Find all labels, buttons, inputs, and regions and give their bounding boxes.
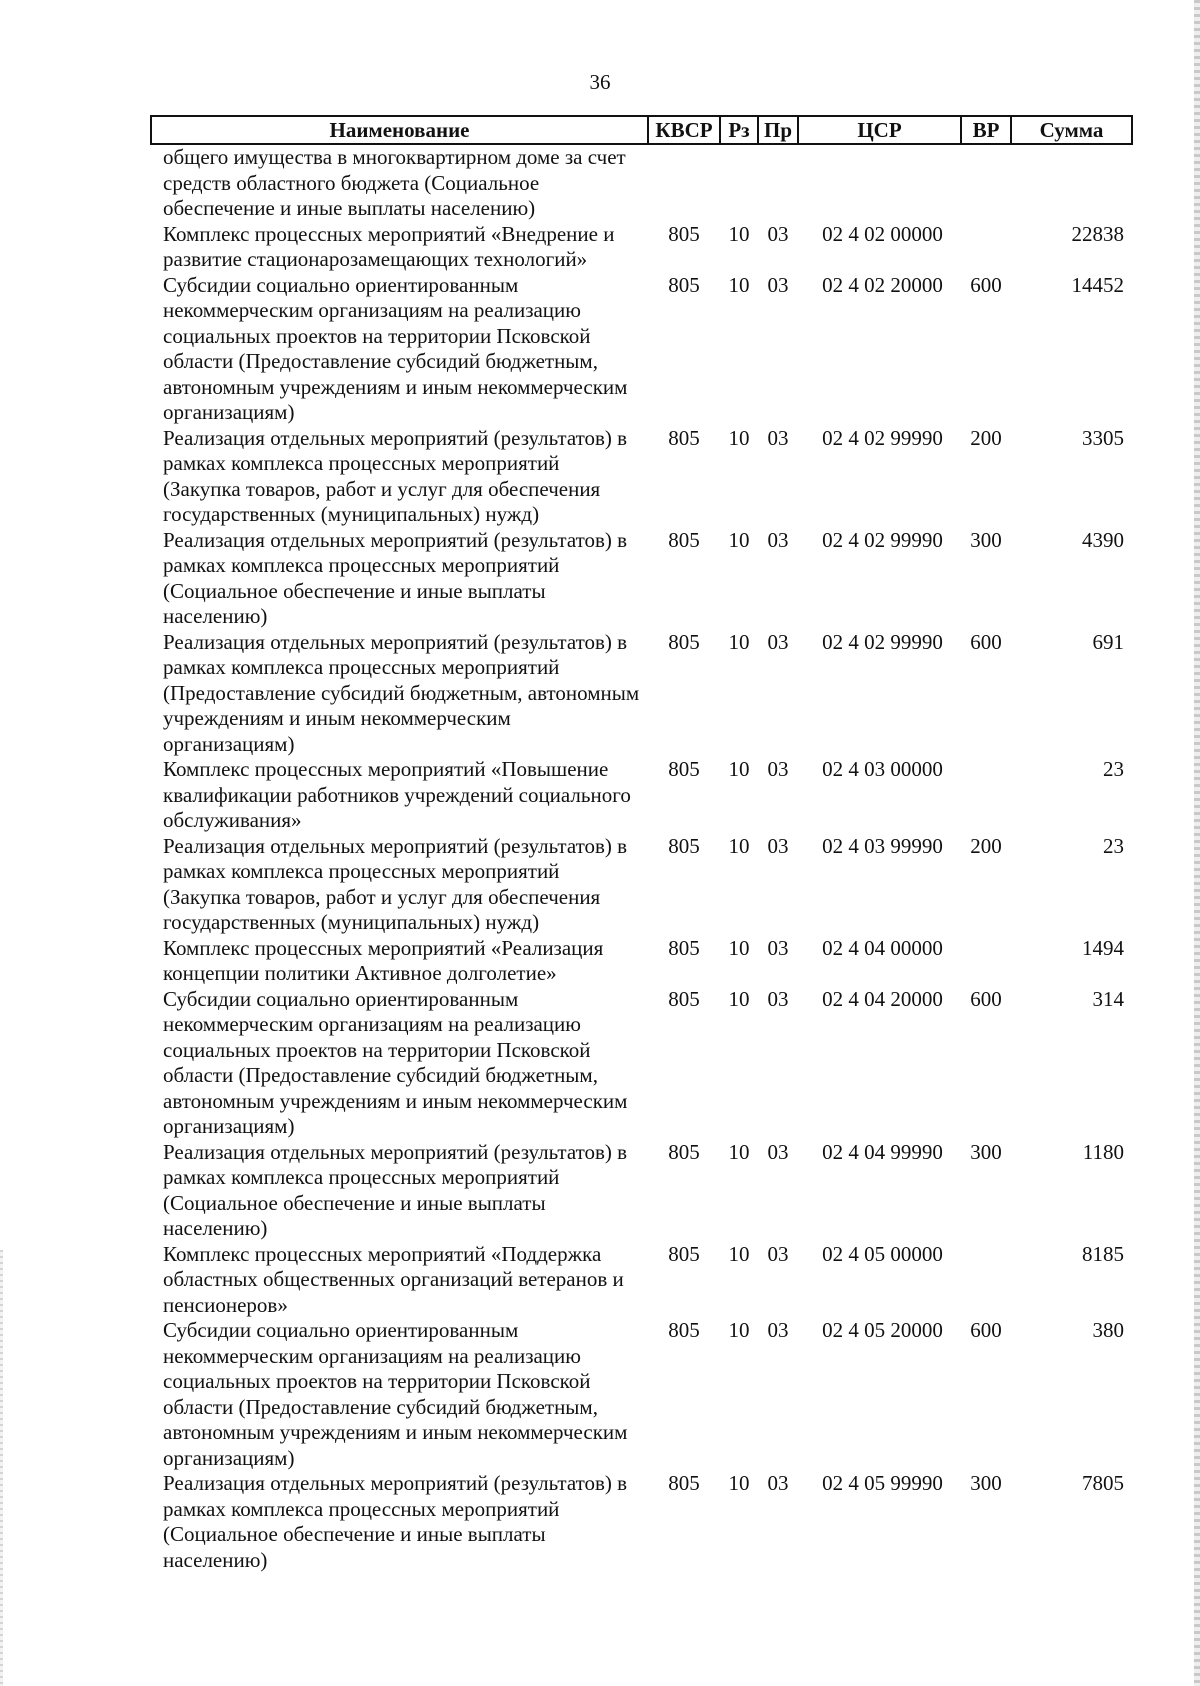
cell-csr: 02 4 02 99990 [822,629,943,654]
cell-sum: 23 [1103,757,1124,781]
cell-name: Реализация отдельных мероприятий (результатов) в рамках комплекса процессных мероприятий (Закупка товаров, работ и услуг для обеспечения государственных (муниципальных) нужд) [163,425,628,526]
cell-rz: 10 [728,425,750,450]
header-pr: Пр [758,116,798,144]
cell-kvsr: 805 [668,833,700,858]
header-sum: Сумма [1011,116,1132,144]
cell-vr: 600 [970,629,1002,654]
cell-sum: 14452 [1071,272,1124,297]
cell-sum: 314 [1092,986,1124,1011]
cell-sum: 691 [1092,629,1124,654]
cell-name: Реализация отдельных мероприятий (результатов) в рамках комплекса процессных мероприятий (Предоставление субсидий бюджетным, автономным учреждениям и иным некоммерческим организациям) [163,629,640,756]
cell-kvsr: 805 [668,1241,700,1266]
cell-rz: 10 [728,1139,750,1164]
header-kvsr: КВСР [648,116,720,144]
cell-rz: 10 [728,935,750,960]
cell-pr: 03 [767,1139,789,1164]
table-row [151,936,1132,987]
cell-vr [961,144,1011,222]
cell-csr: 02 4 02 00000 [822,221,943,246]
cell-name: Реализация отдельных мероприятий (результатов) в рамках комплекса процессных мероприятий (Социальное обеспечение и иные выплаты населению) [163,1139,628,1240]
table-row [151,630,1132,758]
cell-kvsr [648,144,720,222]
cell-pr: 03 [767,1471,789,1495]
cell-csr: 02 4 02 99990 [822,527,943,552]
cell-pr: 03 [767,757,789,781]
cell-vr [961,1242,1011,1319]
cell-pr: 03 [767,986,789,1011]
cell-vr: 300 [970,527,1002,552]
cell-rz: 10 [728,527,750,552]
cell-sum: 23 [1103,833,1124,858]
cell-csr: 02 4 03 99990 [822,833,943,858]
cell-name: Реализация отдельных мероприятий (результатов) в рамках комплекса процессных мероприятий (Социальное обеспечение и иные выплаты населению) [163,527,628,628]
cell-vr: 600 [970,986,1002,1011]
cell-pr: 03 [767,1318,789,1342]
cell-vr: 600 [970,1318,1002,1342]
cell-vr: 300 [970,1139,1002,1164]
cell-sum: 7805 [1082,1471,1124,1495]
cell-kvsr: 805 [668,1139,700,1164]
cell-kvsr: 805 [668,527,700,552]
cell-csr: 02 4 04 99990 [822,1139,943,1164]
cell-kvsr: 805 [668,935,700,960]
cell-name: общего имущества в многоквартирном доме за счет средств областного бюджета (Социальное обеспечение и иные выплаты населению) [163,145,626,220]
cell-sum: 8185 [1082,1241,1124,1266]
cell-pr: 03 [767,527,789,552]
header-vr: ВР [961,116,1011,144]
cell-kvsr: 805 [668,986,700,1011]
cell-csr: 02 4 02 99990 [822,425,943,450]
cell-name: Комплекс процессных мероприятий «Поддержка областных общественных организаций ветеранов и пенсионеров» [163,1241,624,1317]
cell-rz [720,144,758,222]
cell-pr: 03 [767,935,789,960]
cell-kvsr: 805 [668,221,700,246]
cell-sum: 4390 [1082,527,1124,552]
cell-vr [961,757,1011,834]
table-header [151,116,1132,144]
cell-sum: 1494 [1082,935,1124,960]
table-row [151,1140,1132,1242]
cell-pr: 03 [767,1241,789,1266]
cell-sum: 3305 [1082,425,1124,450]
cell-name: Субсидии социально ориентированным некоммерческим организациям на реализацию социальных проектов на территории Псковской области (Предоставление субсидий бюджетным, автономным учреждениям и иным некоммерческим организациям) [163,1318,628,1470]
cell-name: Субсидии социально ориентированным некоммерческим организациям на реализацию социальных проектов на территории Псковской области (Предоставление субсидий бюджетным, автономным учреждениям и иным некоммерческим организациям) [163,986,628,1138]
cell-rz: 10 [728,833,750,858]
cell-kvsr: 805 [668,272,700,297]
cell-rz: 10 [728,986,750,1011]
cell-csr: 02 4 05 20000 [822,1318,943,1342]
cell-kvsr: 805 [668,1471,700,1495]
cell-csr: 02 4 05 99990 [822,1471,943,1495]
table-row [151,1318,1132,1471]
cell-rz: 10 [728,629,750,654]
cell-rz: 10 [728,1318,750,1342]
cell-rz: 10 [728,221,750,246]
table-row [151,757,1132,834]
cell-name: Комплекс процессных мероприятий «Реализация концепции политики Активное долголетие» [163,935,604,985]
table-row [151,1242,1132,1319]
cell-sum [1011,144,1132,222]
cell-kvsr: 805 [668,629,700,654]
cell-vr [961,936,1011,987]
cell-vr: 200 [970,833,1002,858]
cell-kvsr: 805 [668,1318,700,1342]
cell-rz: 10 [728,272,750,297]
cell-vr: 200 [970,425,1002,450]
cell-kvsr: 805 [668,425,700,450]
cell-rz: 10 [728,757,750,781]
cell-csr: 02 4 05 00000 [822,1241,943,1266]
cell-pr: 03 [767,425,789,450]
cell-csr: 02 4 02 20000 [822,272,943,297]
table-row [151,273,1132,426]
budget-table [150,115,1133,1573]
table-row [151,426,1132,528]
scan-edge-left [0,1250,3,1686]
table-row [151,144,1132,222]
cell-pr: 03 [767,272,789,297]
cell-sum: 380 [1092,1318,1124,1342]
cell-name: Реализация отдельных мероприятий (результатов) в рамках комплекса процессных мероприятий (Закупка товаров, работ и услуг для обеспечения государственных (муниципальных) нужд) [163,833,628,934]
cell-rz: 10 [728,1241,750,1266]
cell-csr: 02 4 04 20000 [822,986,943,1011]
header-rz: Рз [720,116,758,144]
table-row [151,1471,1132,1573]
scan-edge-right [1194,0,1200,1686]
cell-kvsr: 805 [668,757,700,781]
table-row [151,987,1132,1140]
page-number: 36 [589,70,611,94]
table-row [151,528,1132,630]
cell-name: Комплекс процессных мероприятий «Повышение квалификации работников учреждений социального обслуживания» [163,757,631,832]
cell-sum: 22838 [1071,221,1124,246]
table-row [151,222,1132,273]
cell-vr [961,222,1011,273]
table-row [151,834,1132,936]
cell-pr [758,144,798,222]
cell-sum: 1180 [1082,1139,1124,1164]
cell-csr [798,144,961,222]
cell-csr: 02 4 03 00000 [822,757,943,781]
cell-name: Субсидии социально ориентированным некоммерческим организациям на реализацию социальных проектов на территории Псковской области (Предоставление субсидий бюджетным, автономным учреждениям и иным некоммерческим организациям) [163,272,628,424]
header-name: Наименование [151,116,648,144]
cell-name: Комплекс процессных мероприятий «Внедрение и развитие стационарозамещающих технологий» [163,221,615,271]
cell-pr: 03 [767,221,789,246]
cell-rz: 10 [728,1471,750,1495]
cell-pr: 03 [767,833,789,858]
table-body [151,144,1132,1573]
cell-csr: 02 4 04 00000 [822,935,943,960]
cell-vr: 600 [970,272,1002,297]
cell-pr: 03 [767,629,789,654]
cell-name: Реализация отдельных мероприятий (результатов) в рамках комплекса процессных мероприятий (Социальное обеспечение и иные выплаты населению) [163,1471,628,1572]
cell-vr: 300 [970,1471,1002,1495]
header-csr: ЦСР [798,116,961,144]
